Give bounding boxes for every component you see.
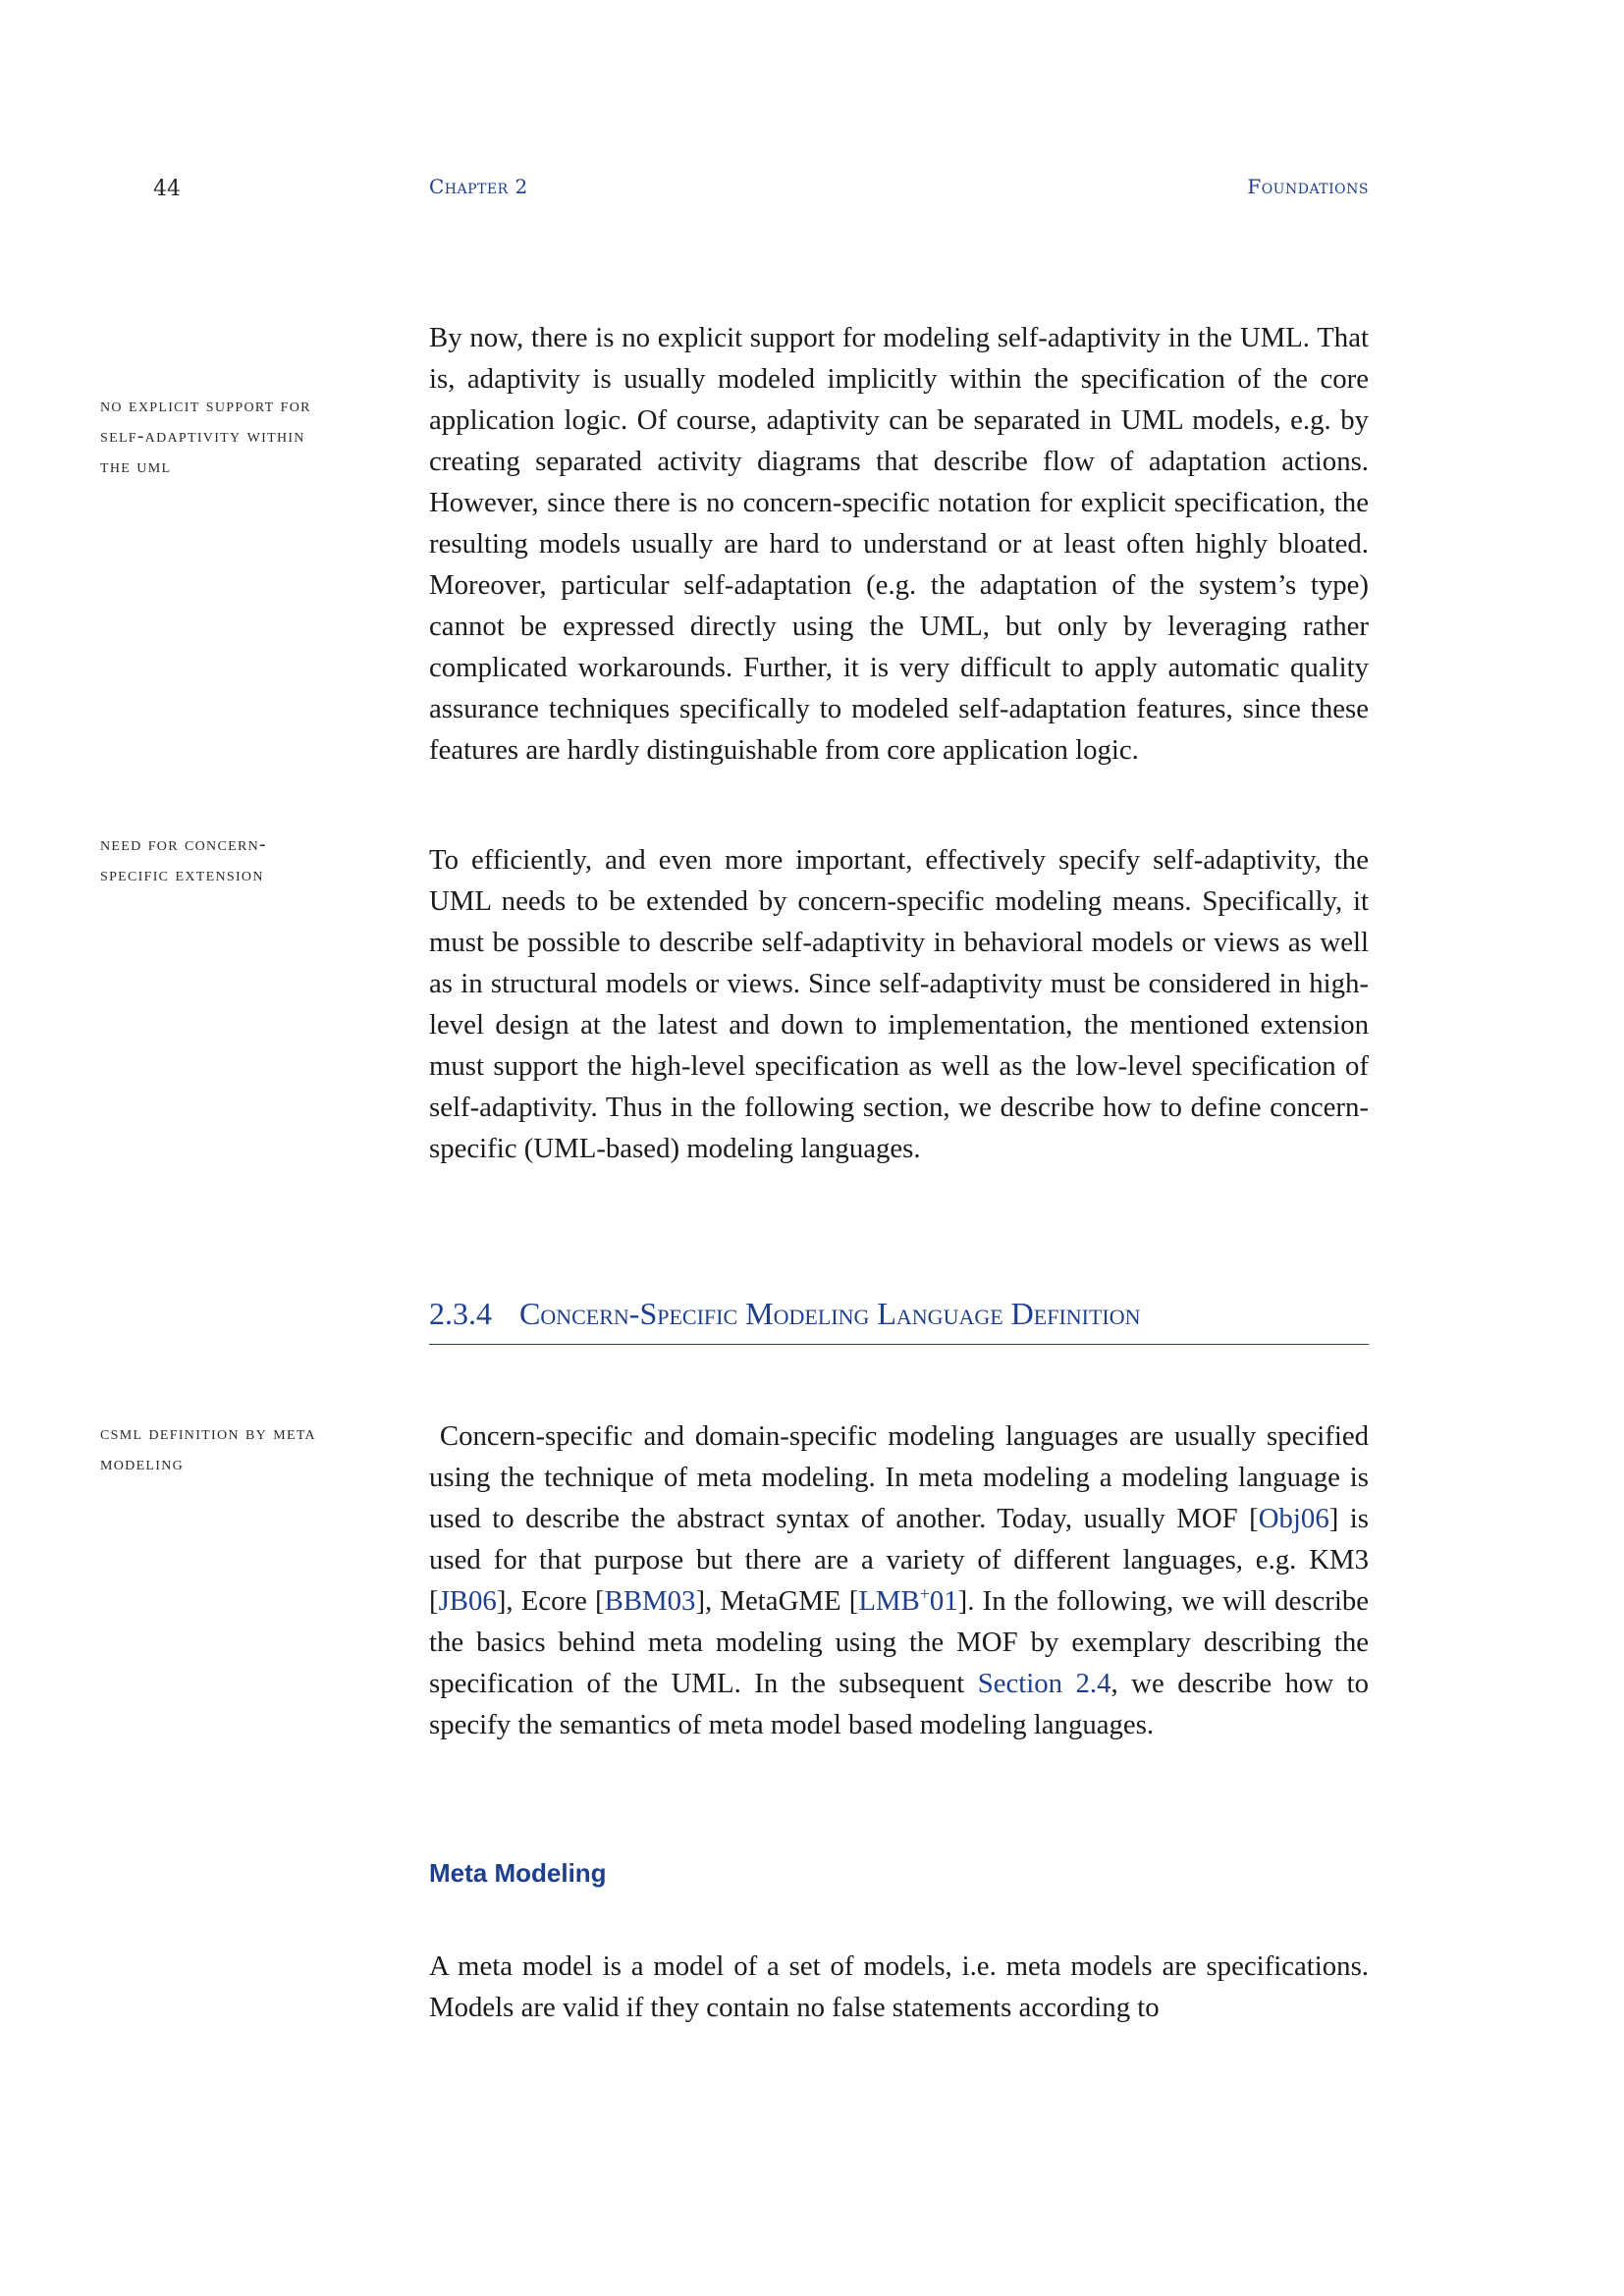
paragraph-4: A meta model is a model of a set of models, i.e. meta models are specifications. Models are valid if they contain no false statements according to <box>429 1950 1369 2023</box>
citation-lmb01-sup: + <box>919 1583 930 1604</box>
running-header-chapter: Chapter 2 <box>429 175 528 198</box>
margin-note-need-extension: need for concern-specific extension <box>100 834 267 885</box>
subsection-heading: Meta Modeling <box>429 1858 607 1888</box>
paragraph-3 <box>429 1415 1369 1745</box>
p3-text-4: ], MetaGME [ <box>695 1585 859 1617</box>
p3-text-2: ] is used for that purpose but there are a variety of different languages, e.g. KM3 [ <box>429 1503 1369 1617</box>
section-title: Concern-Specific Modeling Language Definition <box>519 1296 1141 1331</box>
p3-text-5: ]. In the following, we will describe the basics behind meta modeling using the MOF by exemplary describing the specification of the UML. In the subsequent <box>429 1585 1370 1699</box>
p3-text-3: ], Ecore [ <box>496 1585 605 1617</box>
margin-note-no-explicit-support: no explicit support for self-adaptivity within the uml <box>100 396 311 477</box>
citation-lmb01-base: LMB <box>858 1585 920 1617</box>
margin-note-csml-definition: csml definition by meta modeling <box>100 1423 316 1474</box>
citation-obj06[interactable]: Obj06 <box>1258 1503 1329 1534</box>
citation-lmb01-year: 01 <box>929 1585 958 1617</box>
section-heading <box>429 1296 1369 1345</box>
citation-jb06[interactable]: JB06 <box>438 1585 497 1617</box>
section-number: 2.3.4 <box>429 1296 492 1331</box>
p3-text-1: Concern-specific and domain-specific modeling languages are usually specified using the technique of meta modeling. In meta modeling a modeling language is used to describe the abstract syntax of another. Today, usually MOF [ <box>429 1420 1369 1534</box>
running-header-title: Foundations <box>1247 175 1369 198</box>
paragraph-2: To efficiently, and even more important, effectively specify self-adaptivity, the UML needs to be extended by concern-specific modeling means. Specifically, it must be possible to describe self-adaptivity in behavioral models or views as well as in structural models or views. Since self-adaptivity must be considered in high-level design at the latest and down to implementation, the mentioned extension must support the high-level specification as well as the low-level specification of self-adaptivity. Thus in the following section, we describe how to define concern-specific (UML-based) modeling languages. <box>429 844 1369 1164</box>
citation-bbm03[interactable]: BBM03 <box>604 1585 696 1617</box>
page-number: 44 <box>153 177 181 201</box>
paragraph-1: By now, there is no explicit support for modeling self-adaptivity in the UML. That is, adaptivity is usually modeled implicitly within the specification of the core application logic. Of course, adaptivity can be separated in UML models, e.g. by creating separated activity diagrams that describe flow of adaptation actions. However, since there is no concern-specific notation for explicit specification, the resulting models usually are hard to understand or at least often highly bloated. Moreover, particular self-adaptation (e.g. the adaptation of the system’s type) cannot be expressed directly using the UML, but only by leveraging rather complicated workarounds. Further, it is very difficult to apply automatic quality assurance techniques specifically to modeled self-adaptation features, since these features are hardly distinguishable from core application logic. <box>429 322 1369 766</box>
p3-text-6: , we describe how to specify the semantics of meta model based modeling languages. <box>429 1668 1369 1740</box>
section-2-4-link[interactable]: Section 2.4 <box>977 1668 1111 1699</box>
citation-lmb01[interactable] <box>858 1585 957 1617</box>
